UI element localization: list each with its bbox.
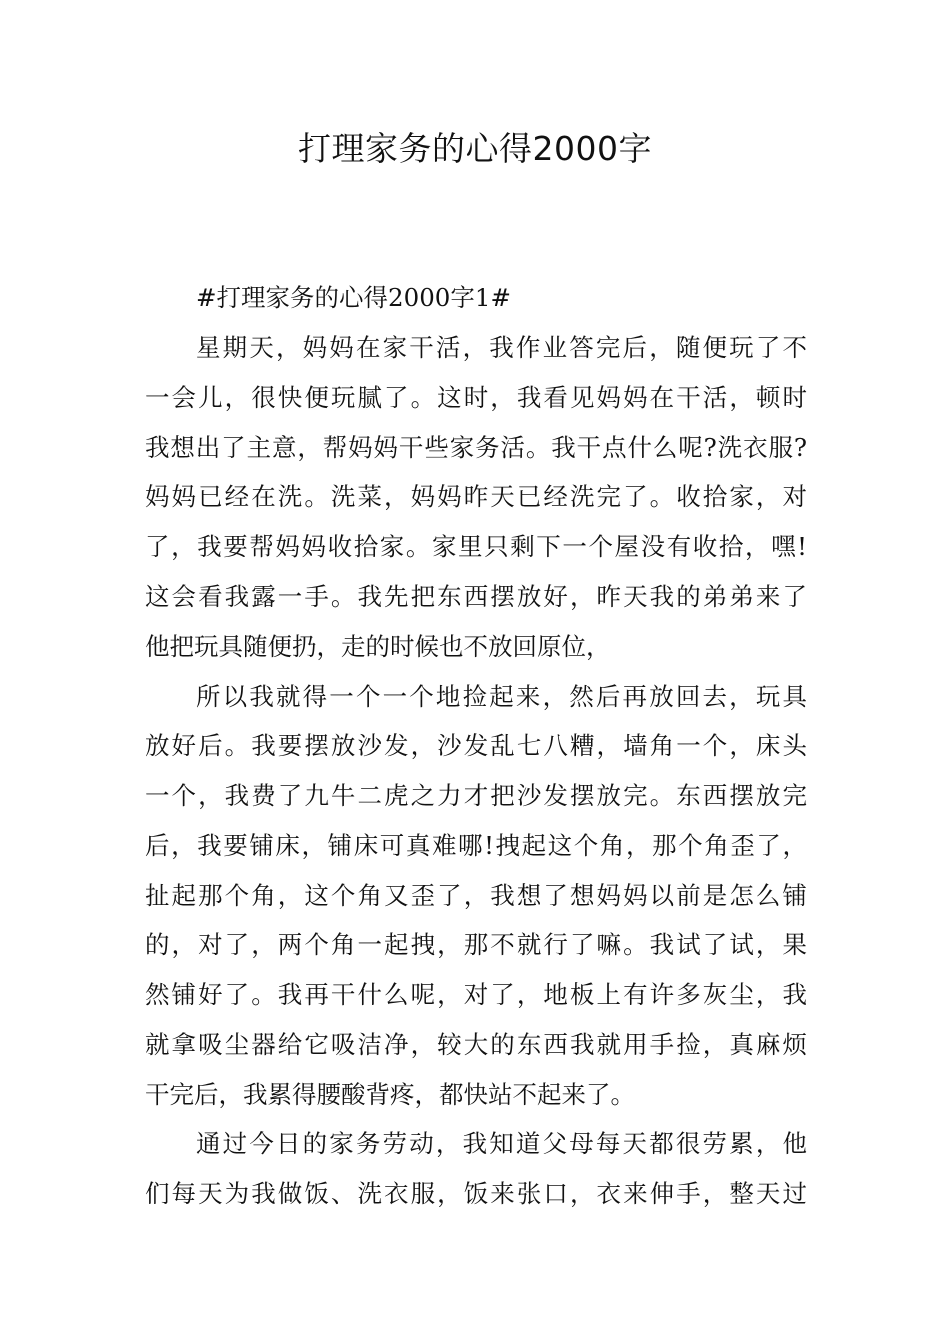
document-title: 打理家务的心得2000字 <box>298 129 652 168</box>
paragraph-line: 我想出了主意，帮妈妈干些家务活。我干点什么呢?洗衣服? <box>145 433 807 462</box>
paragraph-line: 这会看我露一手。我先把东西摆放好，昨天我的弟弟来了 <box>145 582 807 611</box>
paragraph-line: 然铺好了。我再干什么呢，对了，地板上有许多灰尘，我 <box>145 980 807 1009</box>
paragraph-line: 通过今日的家务劳动，我知道父母每天都很劳累，他 <box>196 1129 807 1158</box>
section-heading: #打理家务的心得2000字1# <box>196 283 511 312</box>
paragraph-line: 星期天，妈妈在家干活，我作业答完后，随便玩了不 <box>196 333 807 362</box>
paragraph-line: 扯起那个角，这个角又歪了，我想了想妈妈以前是怎么铺 <box>145 881 807 910</box>
paragraph-line: 所以我就得一个一个地捡起来，然后再放回去，玩具 <box>196 682 807 711</box>
paragraph-line: 的，对了，两个角一起拽，那不就行了嘛。我试了试，果 <box>145 930 807 959</box>
paragraph-line: 们每天为我做饭、洗衣服，饭来张口，衣来伸手，整天过 <box>145 1179 807 1208</box>
paragraph-line: 就拿吸尘器给它吸洁净，较大的东西我就用手捡，真麻烦 <box>145 1030 807 1059</box>
paragraph-line: 了，我要帮妈妈收拾家。家里只剩下一个屋没有收拾，嘿! <box>145 532 807 561</box>
paragraph-line: 一个，我费了九牛二虎之力才把沙发摆放完。东西摆放完 <box>145 781 807 810</box>
paragraph-line: 妈妈已经在洗。洗菜，妈妈昨天已经洗完了。收拾家，对 <box>145 482 807 511</box>
paragraph-line: 他把玩具随便扔，走的时候也不放回原位， <box>145 632 611 661</box>
paragraph-line: 一会儿，很快便玩腻了。这时，我看见妈妈在干活，顿时 <box>145 383 807 412</box>
paragraph-line: 后，我要铺床，铺床可真难哪!拽起这个角，那个角歪了， <box>145 831 807 860</box>
paragraph-line: 干完后，我累得腰酸背疼，都快站不起来了。 <box>145 1080 635 1109</box>
paragraph-line: 放好后。我要摆放沙发，沙发乱七八糟，墙角一个，床头 <box>145 731 807 760</box>
